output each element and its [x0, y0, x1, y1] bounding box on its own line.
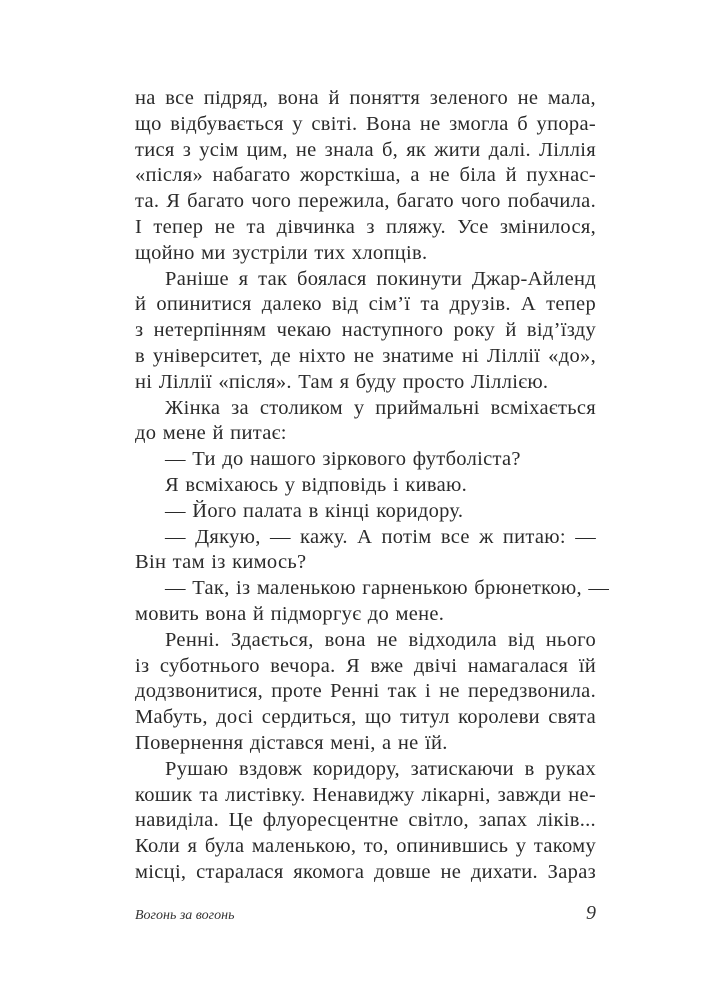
- text-line: до мене й питає:: [135, 422, 287, 445]
- text-line: в університет, де ніхто не знатиме ні Ліллії «до»,: [135, 344, 596, 367]
- text-line: додзвонитися, проте Ренні так і не передзвонила.: [135, 680, 596, 703]
- text-line: Він там із кимось?: [135, 551, 307, 574]
- text-line: навиділа. Це флуоресцентне світло, запах ліків...: [135, 809, 596, 832]
- text-line: — Його палата в кінці коридору.: [165, 499, 464, 522]
- text-line: Я всміхаюсь у відповідь і киваю.: [165, 473, 468, 496]
- text-line: — Так, із маленькою гарненькою брюнеткою, —: [165, 577, 610, 600]
- text-line: «після» набагато жорсткіша, а не біла й пухнас-: [135, 164, 596, 187]
- text-line: кошик та листівку. Ненавиджу лікарні, завжди не-: [135, 783, 596, 806]
- text-line: ні Ліллії «після». Там я буду просто Ліллією.: [135, 370, 549, 393]
- page-body: [135, 86, 610, 886]
- text-line: Повернення дістався мені, а не їй.: [135, 731, 448, 754]
- page-footer: [135, 902, 596, 924]
- text-line: на все підряд, вона й поняття зеленого не мала,: [135, 87, 596, 109]
- running-title: Вогонь за вогонь: [135, 908, 235, 923]
- text-line: що відбувається у світі. Вона не змогла б упора-: [135, 112, 596, 135]
- text-line: — Дякую, — кажу. А потім все ж питаю: —: [165, 525, 596, 548]
- text-line: й опинитися далеко від сім’ї та друзів. А тепер: [135, 293, 596, 316]
- text-line: та. Я багато чого пережила, багато чого побачила.: [135, 190, 596, 213]
- text-line: Рушаю вздовж коридору, затискаючи в руках: [165, 757, 596, 780]
- text-line: місці, старалася якомога довше не дихати. Зараз: [135, 860, 596, 883]
- text-line: — Ти до нашого зіркового футболіста?: [165, 448, 521, 471]
- page-number: 9: [586, 902, 596, 924]
- text-line: Ренні. Здається, вона не відходила від нього: [165, 628, 596, 651]
- text-line: щойно ми зустріли тих хлопців.: [135, 241, 428, 264]
- text-line: Жінка за столиком у приймальні всміхається: [165, 396, 596, 419]
- text-line: мовить вона й підморгує до мене.: [135, 602, 445, 625]
- text-line: з нетерпінням чекаю наступного року й від’їзду: [135, 319, 596, 342]
- text-line: Коли я була маленькою, то, опинившись у такому: [135, 835, 596, 858]
- text-line: Мабуть, досі сердиться, що титул королеви свята: [135, 706, 596, 729]
- text-line: Раніше я так боялася покинути Джар-Айленд: [165, 267, 596, 290]
- text-line: І тепер не та дівчинка з пляжу. Усе змінилося,: [135, 215, 596, 238]
- text-line: тися з усім цим, не знала б, як жити далі. Ліллія: [135, 138, 596, 161]
- text-line: із суботнього вечора. Я вже двічі намагалася їй: [135, 654, 596, 677]
